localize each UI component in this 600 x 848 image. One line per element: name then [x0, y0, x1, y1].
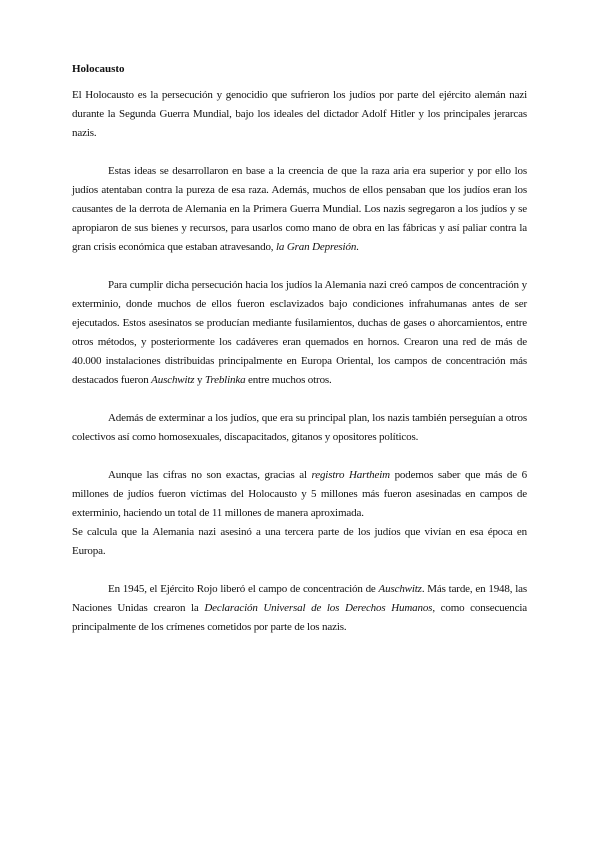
- paragraph-figures-text: Aunque las cifras no son exactas, gracias al: [108, 469, 307, 481]
- paragraph-camps: [72, 276, 527, 390]
- paragraph-other-groups: Además de exterminar a los judíos, que era su principal plan, los nazis también perseguían a otros colectivos así como homosexuales, discapacitados, gitanos y opositores políticos.: [72, 412, 527, 443]
- document-page: [72, 60, 527, 656]
- auschwitz-term-2: Auschwitz: [378, 583, 422, 595]
- paragraph-camps-and: y: [197, 374, 203, 386]
- paragraph-figures: [72, 466, 527, 523]
- paragraph-camps-text: Para cumplir dicha persecución hacia los judíos la Alemania nazi creó campos de concentración y exterminio, donde muchos de ellos fueron esclavizados bajo condiciones infrahumanas antes de ser ejecutados. Estos asesinatos se producían mediante fusilamientos, duchas de gases o ahorcamientos, entre otros métodos, y posteriormente los cadáveres eran quemados en hornos. Crearon una red de más de 40.000 instalaciones distribuidas principalmente en Europa Oriental, los campos de concentración más destacados fueron: [72, 279, 527, 386]
- declaracion-term: Declaración Universal de los Derechos Humanos: [204, 602, 433, 614]
- document-title: Holocausto: [72, 63, 125, 75]
- gran-depresion-term: la Gran Depresión: [276, 241, 357, 253]
- paragraph-ideas: [72, 162, 527, 257]
- treblinka-term: Treblinka: [205, 374, 246, 386]
- registro-hartheim-term: registro Hartheim: [311, 469, 390, 481]
- paragraph-1945: [72, 580, 527, 637]
- paragraph-intro: El Holocausto es la persecución y genocidio que sufrieron los judíos por parte del ejército alemán nazi durante la Segunda Guerra Mundial, bajo los ideales del dictador Adolf Hitler y los principales jerarcas nazis.: [72, 89, 527, 139]
- paragraph-third: Se calcula que la Alemania nazi asesinó a una tercera parte de los judíos que vivían en esa época en Europa.: [72, 526, 527, 557]
- paragraph-1945-end: , como consecuencia principalmente de los crímenes cometidos por parte de los nazis.: [72, 602, 527, 633]
- paragraph-camps-end: entre muchos otros.: [248, 374, 332, 386]
- paragraph-1945-mid: . Más tarde, en 1948, las Naciones Unidas crearon la: [72, 583, 527, 614]
- auschwitz-term: Auschwitz: [151, 374, 195, 386]
- paragraph-figures-end: podemos saber que más de 6 millones de judíos fueron víctimas del Holocausto y 5 millones más fueron asesinadas en campos de exterminio, haciendo un total de 11 millones de manera aproximada.: [72, 469, 527, 519]
- paragraph-ideas-text: Estas ideas se desarrollaron en base a la creencia de que la raza aria era superior y por ello los judíos atentaban contra la pureza de esa raza. Además, muchos de ellos pensaban que los judíos eran los causantes de la derrota de Alemania en la Primera Guerra Mundial. Los nazis segregaron a los judíos y se apropiaron de sus bienes y recursos, para usarlos como mano de obra en las fábricas y así paliar contra la gran crisis económica que estaban atravesando,: [72, 165, 527, 253]
- paragraph-1945-text: En 1945, el Ejército Rojo liberó el campo de concentración de: [108, 583, 376, 595]
- paragraph-ideas-end: .: [356, 241, 359, 253]
